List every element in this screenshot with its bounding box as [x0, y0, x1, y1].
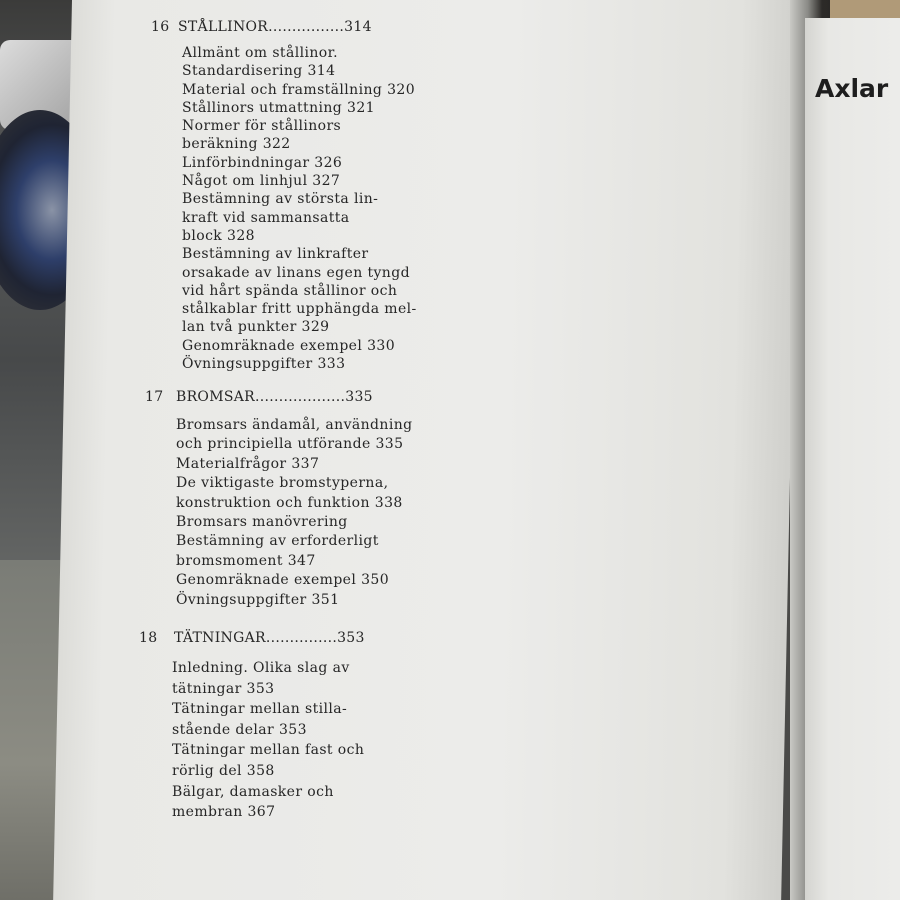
toc-line: och principiella utförande 335: [176, 436, 404, 453]
toc-line: De viktigaste bromstyperna,: [176, 475, 389, 492]
toc-line: tätningar 353: [172, 680, 275, 697]
chapter-title: TÄTNINGAR: [174, 630, 266, 646]
toc-line: Genomräknade exempel 330: [182, 337, 396, 354]
toc-line: Normer för stållinors: [182, 118, 342, 135]
toc-line: Inledning. Olika slag av: [172, 660, 350, 676]
toc-line: bromsmoment 347: [176, 552, 316, 569]
toc-line: Bestämning av största lin-: [182, 191, 379, 208]
toc-line: Bälgar, damasker och: [172, 783, 334, 800]
toc-line: membran 367: [172, 804, 276, 821]
toc-line: Bestämning av linkrafter: [182, 246, 369, 263]
chapter-page: 353: [337, 630, 365, 646]
chapter-entries: [182, 44, 417, 373]
toc-line: Bestämning av erforderligt: [176, 533, 379, 550]
chapter-title: BROMSAR: [176, 389, 255, 405]
toc-line: vid hårt spända stållinor och: [182, 282, 398, 299]
toc-line: Linförbindningar 326: [182, 154, 343, 171]
toc-line: Genomräknade exempel 350: [176, 572, 390, 589]
toc-line: Standardisering 314: [182, 63, 336, 80]
chapter-number: 17: [145, 389, 164, 405]
chapter-title: STÅLLINOR: [178, 19, 269, 35]
chapter-number: 18: [139, 630, 158, 646]
chapter-heading: [145, 389, 373, 405]
chapter-heading: [139, 630, 365, 646]
toc-line: Övningsuppgifter 351: [176, 591, 340, 608]
toc-line: stålkablar fritt upphängda mel-: [182, 301, 417, 318]
dot-leader: ...................: [254, 389, 346, 405]
toc-line: rörlig del 358: [172, 762, 275, 779]
toc-line: orsakade av linans egen tyngd: [182, 264, 410, 281]
toc-line: Tätningar mellan stilla-: [172, 701, 348, 718]
toc-line: Bromsars manövrering: [176, 513, 348, 530]
dot-leader: ...............: [265, 630, 338, 646]
chapter-entries: [172, 658, 364, 823]
dot-leader: ................: [268, 19, 345, 35]
toc-line: Bromsars ändamål, användning: [176, 417, 413, 433]
chapter-heading: [151, 19, 372, 35]
toc-line: Tätningar mellan fast och: [172, 742, 365, 759]
chapter-entries: [176, 416, 413, 610]
chapter-page: 335: [345, 389, 373, 405]
toc-line: beräkning 322: [182, 136, 291, 153]
toc-line: kraft vid sammansatta: [182, 209, 350, 226]
toc-line: konstruktion och funktion 338: [176, 494, 403, 511]
toc-line: lan två punkter 329: [182, 319, 330, 336]
toc-line: Materialfrågor 337: [176, 455, 320, 472]
toc-line: Stållinors utmattning 321: [182, 99, 375, 116]
chapter-page: 314: [344, 19, 372, 35]
toc-line: block 328: [182, 227, 255, 244]
toc-line: stående delar 353: [172, 721, 307, 738]
toc-line: Övningsuppgifter 333: [182, 356, 346, 373]
toc-line: Något om linhjul 327: [182, 173, 341, 190]
toc-line: Material och framställning 320: [182, 81, 416, 98]
right-page-title: Axlar: [815, 74, 889, 103]
toc-line: Allmänt om stållinor.: [182, 45, 338, 61]
chapter-number: 16: [151, 19, 170, 35]
